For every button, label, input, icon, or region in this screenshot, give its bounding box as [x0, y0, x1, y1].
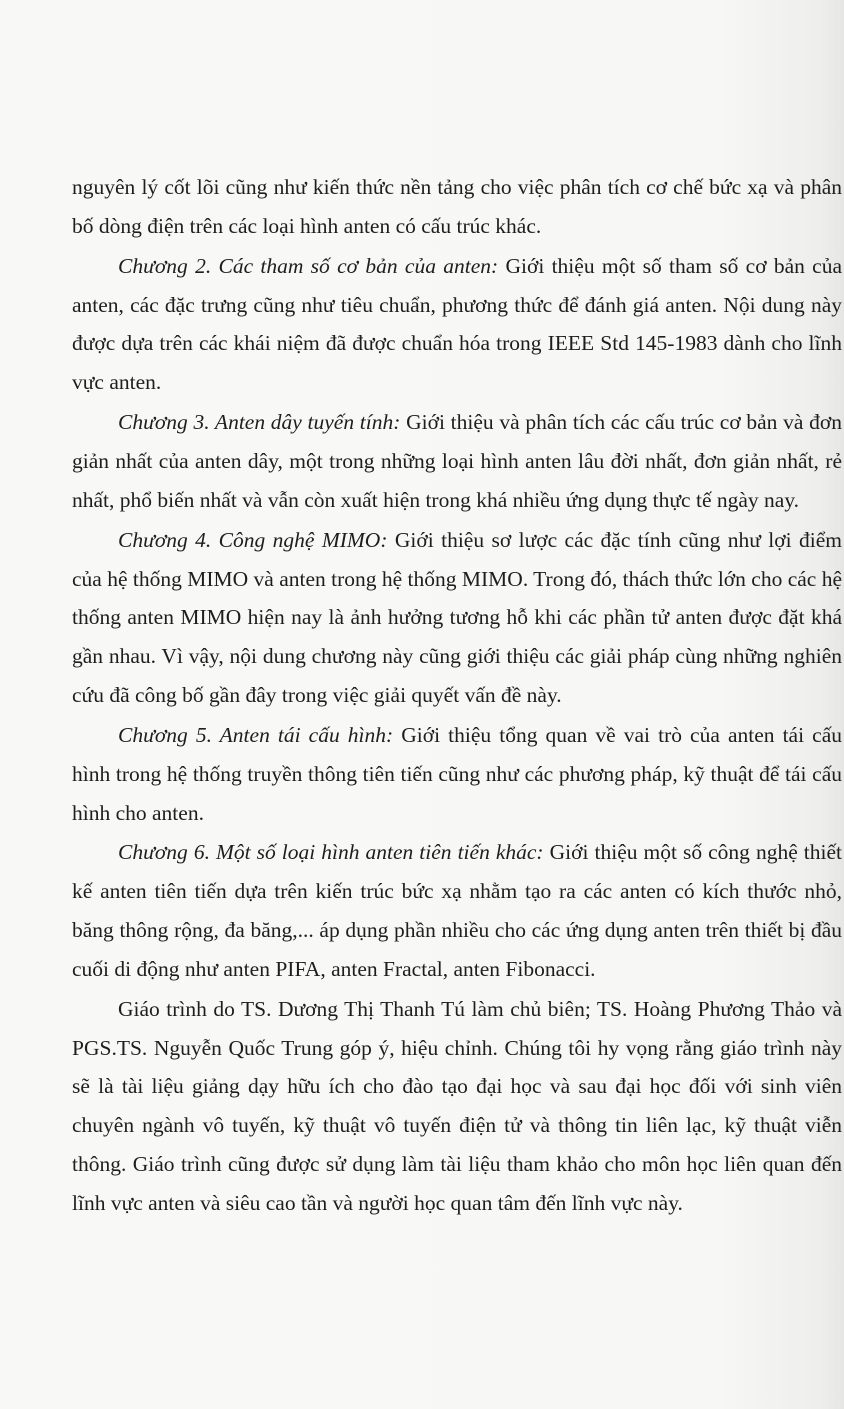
chapter-title: Chương 4. Công nghệ MIMO: [118, 527, 388, 552]
paragraph-chuong-3 [72, 403, 842, 519]
paragraph-chuong-4 [72, 521, 842, 715]
chapter-title: Chương 2. Các tham số cơ bản của anten: [118, 253, 499, 278]
chapter-title: Chương 3. Anten dây tuyến tính: [118, 410, 401, 435]
paragraph-text: Giáo trình do TS. Dương Thị Thanh Tú làm chủ biên; TS. Hoàng Phương Thảo và PGS.TS. Nguyễn Quốc Trung góp ý, hiệu chỉnh. Chúng tôi hy vọng rằng giáo trình này sẽ là tài liệu giảng dạy hữu ích cho đào tạo đại học và sau đại học đối với sinh viên chuyên ngành vô tuyến, kỹ thuật vô tuyến điện tử và thông tin liên lạc, kỹ thuật viễn thông. Giáo trình cũng được sử dụng làm tài liệu tham khảo cho môn học liên quan đến lĩnh vực anten và siêu cao tần và người học quan tâm đến lĩnh vực này. [72, 996, 842, 1215]
body-text [72, 168, 842, 1224]
chapter-title: Chương 5. Anten tái cấu hình: [118, 722, 394, 747]
paragraph-chuong-5 [72, 716, 842, 832]
paragraph-text: Giới thiệu một số công nghệ thiết kế anten tiên tiến dựa trên kiến trúc bức xạ nhằm tạo ra các anten có kích thước nhỏ, băng thông rộng, đa băng,... áp dụng phần nhiều cho các ứng dụng anten trên thiết bị đầu cuối di động như anten PIFA, anten Fractal, anten Fibonacci. [72, 840, 842, 981]
paragraph-text: Giới thiệu một số tham số cơ bản của anten, các đặc trưng cũng như tiêu chuẩn, phương thức để đánh giá anten. Nội dung này được dựa trên các khái niệm đã được chuẩn hóa trong IEEE Std 145-1983 dành cho lĩnh vực anten. [72, 253, 843, 395]
paragraph-text: Giới thiệu sơ lược các đặc tính cũng như lợi điểm của hệ thống MIMO và anten trong hệ thống MIMO. Trong đó, thách thức lớn cho các hệ thống anten MIMO hiện nay là ảnh hưởng tương hỗ khi các phần tử anten được đặt khá gần nhau. Vì vậy, nội dung chương này cũng giới thiệu các giải pháp cùng những nghiên cứu đã công bố gần đây trong việc giải quyết vấn đề này. [72, 527, 843, 707]
paragraph-authors [72, 990, 842, 1223]
paragraph-text: nguyên lý cốt lõi cũng như kiến thức nền tảng cho việc phân tích cơ chế bức xạ và phân bố dòng điện trên các loại hình anten có cấu trúc khác. [72, 175, 842, 238]
paragraph-continuation [72, 168, 842, 246]
paragraph-text: Giới thiệu và phân tích các cấu trúc cơ bản và đơn giản nhất của anten dây, một trong những loại hình anten lâu đời nhất, đơn giản nhất, rẻ nhất, phổ biến nhất và vẫn còn xuất hiện trong khá nhiều ứng dụng thực tế ngày nay. [72, 410, 842, 512]
paragraph-text: Giới thiệu tổng quan về vai trò của anten tái cấu hình trong hệ thống truyền thông tiên tiến cũng như các phương pháp, kỹ thuật để tái cấu hình cho anten. [72, 722, 842, 825]
paragraph-chuong-2 [72, 247, 842, 402]
chapter-title: Chương 6. Một số loại hình anten tiên tiến khác: [118, 840, 544, 865]
paragraph-chuong-6 [72, 833, 842, 988]
